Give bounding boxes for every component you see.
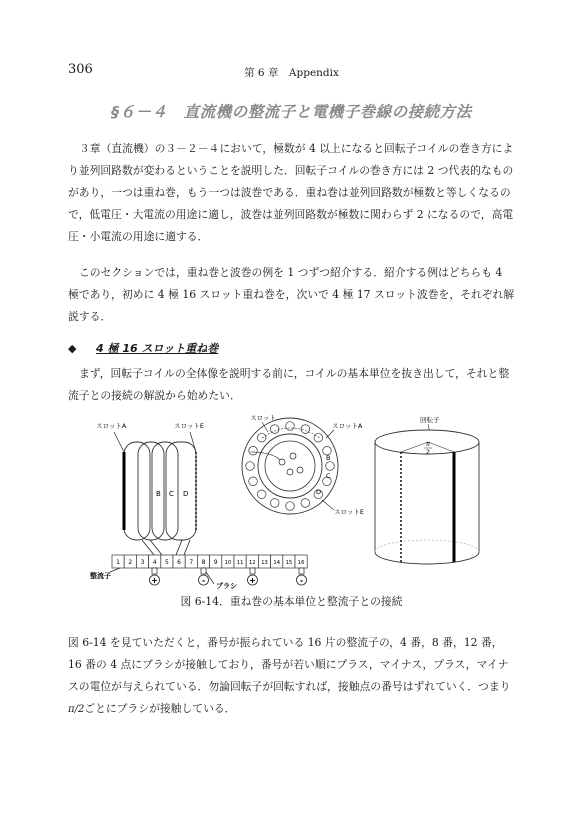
commutator-number: 3 bbox=[140, 559, 145, 566]
rotor-slot bbox=[286, 502, 295, 511]
label-d-rotor: D bbox=[316, 488, 322, 496]
rotor-slot bbox=[257, 490, 266, 499]
commutator-number: 9 bbox=[213, 559, 218, 566]
label-commutator: 整流子 bbox=[90, 572, 111, 580]
label-slot-a-left: スロットA bbox=[96, 422, 127, 430]
bullet-diamond-icon: ◆ bbox=[68, 341, 77, 355]
rotor-slot bbox=[314, 433, 323, 442]
brush-1 bbox=[150, 568, 160, 585]
rotor-slot bbox=[301, 425, 310, 434]
figure-caption: 図 6-14．重ね巻の基本単位と整流子との接続 bbox=[180, 595, 403, 608]
label-b-rotor: B bbox=[326, 454, 331, 462]
commutator-number: 6 bbox=[177, 559, 182, 566]
label-slot-e-right: スロットE bbox=[334, 508, 364, 516]
paragraph-brush-text-1: 図 6-14 を見ていただくと，番号が振られている 16 片の整流子の，4 番，8 番，12 番，16 番の 4 点にブラシが接触しており，番号が若い順にプラス，マイナス，プラス，マイナスの電位が与えられている．勿論回転子が回転すれば，接触点の番号はずれていく．つまり bbox=[68, 636, 511, 693]
rotor-slot bbox=[246, 462, 255, 471]
minus-sign-1: - bbox=[201, 576, 206, 585]
commutator-number: 15 bbox=[285, 560, 293, 566]
paragraph-basic-unit: まず，回転子コイルの全体像を説明する前に，コイルの基本単位を抜き出して，それと整流子との接続の解説から始めたい． bbox=[68, 367, 510, 402]
commutator-number: 5 bbox=[164, 559, 169, 566]
rotor-slot bbox=[257, 433, 266, 442]
brush-4 bbox=[297, 568, 307, 585]
plus-sign-2: + bbox=[249, 576, 256, 585]
brush-2 bbox=[199, 568, 209, 585]
commutator-number: 11 bbox=[236, 560, 244, 566]
rotor-cross-section bbox=[242, 414, 364, 516]
label-rotor: 回転子 bbox=[420, 416, 440, 424]
rotor-slot bbox=[301, 499, 310, 508]
label-slot-e-left: スロットE bbox=[174, 422, 204, 430]
minus-sign-2: - bbox=[299, 576, 304, 585]
commutator-number: 12 bbox=[248, 560, 256, 566]
rotor-slot bbox=[249, 446, 258, 455]
section-title: §６－４ 直流機の整流子と電機子巻線の接続方法 bbox=[111, 103, 472, 121]
rotor-cylinder bbox=[375, 415, 479, 564]
rotor-slot bbox=[286, 422, 295, 431]
commutator-number: 16 bbox=[297, 560, 305, 566]
subsection-heading bbox=[68, 340, 218, 356]
commutator-number: 13 bbox=[261, 560, 268, 566]
rotor-slot bbox=[270, 499, 279, 508]
commutator-strip bbox=[112, 555, 307, 568]
paragraph-section-overview: このセクションでは，重ね巻と波巻の例を 1 つずつ紹介する．紹介する例はどちらも 4 極であり，初めに 4 極 16 スロット重ね巻を，次いで 4 極 17 スロット波巻を，それぞれ解説する． bbox=[68, 266, 515, 323]
brush-3 bbox=[248, 568, 258, 585]
commutator-number: 8 bbox=[201, 559, 206, 566]
paragraph-brush-explanation bbox=[68, 632, 516, 721]
label-d-left: D bbox=[183, 490, 189, 498]
commutator-number: 4 bbox=[152, 559, 157, 566]
fraction-pi-over-2: π/2 bbox=[68, 704, 85, 715]
rotor-slot bbox=[249, 477, 258, 486]
label-b-left: B bbox=[156, 490, 161, 498]
commutator-number: 10 bbox=[224, 560, 232, 566]
label-brush: ブラシ bbox=[216, 582, 237, 590]
label-c-rotor: C bbox=[326, 472, 331, 480]
paragraph-intro: ３章（直流機）の３－２－４において，極数が 4 以上になると回転子コイルの巻き方により並列回路数が変わるということを説明した．回転子コイルの巻き方には 2 つ代表的なものがあり，一つは重ね巻，もう一つは波巻である．重ね巻は並列回路数が極数と等しくなるので，低電圧・大電流の用途に適し，波巻は並列回路数が極数に関わらず 2 になるので，高電圧・小電流の用途に適する． bbox=[68, 142, 514, 243]
label-c-left: C bbox=[169, 490, 174, 498]
label-two: 2 bbox=[425, 448, 431, 456]
commutator-number: 1 bbox=[116, 559, 121, 566]
figure-6-14 bbox=[90, 412, 510, 594]
label-slot: スロット bbox=[250, 414, 276, 422]
rotor-slot bbox=[326, 462, 335, 471]
commutator-number: 2 bbox=[128, 559, 133, 566]
page-number: 306 bbox=[68, 62, 93, 77]
commutator-number: 14 bbox=[273, 560, 281, 566]
label-slot-a-right: スロットA bbox=[332, 422, 363, 430]
plus-sign-1: + bbox=[151, 576, 158, 585]
figure-diagram bbox=[90, 412, 510, 590]
commutator-number: 7 bbox=[189, 559, 194, 566]
paragraph-brush-text-2: ごとにブラシが接触している． bbox=[84, 702, 236, 715]
label-pi: π bbox=[426, 440, 430, 448]
running-head: 第 6 章 Appendix bbox=[244, 67, 339, 79]
subsection-title: 4 極 16 スロット重ね巻 bbox=[96, 342, 219, 355]
